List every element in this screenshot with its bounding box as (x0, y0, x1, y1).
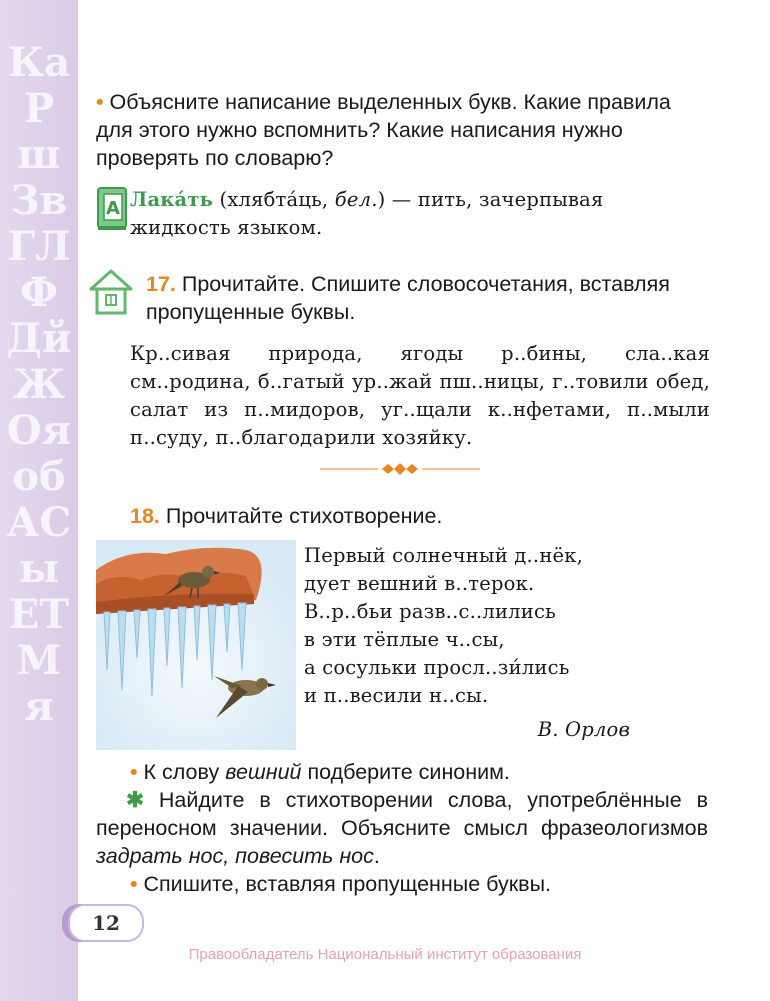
section-divider (320, 462, 480, 476)
poem-line: а сосульки просл..зи́лись (304, 656, 570, 679)
svg-text:A: A (106, 198, 120, 219)
question-2-end: . (373, 844, 380, 868)
question-3-text: Спишите, вставляя пропущенные буквы. (143, 872, 552, 896)
question-1-word: вешний (225, 760, 302, 784)
poem-line: Первый солнечный д..нёк, (304, 544, 584, 567)
poem-line: и п..весили н..сы. (304, 684, 489, 707)
question-2-text: Найдите в стихотворении слова, употреблённые в переносном значении. Объясните смысл фразеологизмов (96, 788, 708, 840)
bullet-icon: • (130, 760, 138, 784)
task-intro (96, 88, 711, 172)
exercise-18-heading (130, 502, 710, 530)
exercise-18-instruction: Прочитайте стихотворение. (159, 504, 443, 528)
decorative-sidebar (0, 0, 78, 1001)
dictionary-word: Лака́ть (130, 188, 214, 211)
poem-author: В. Орлов (537, 718, 630, 741)
question-2 (96, 786, 708, 870)
bullet-icon: • (96, 90, 104, 114)
dictionary-book-icon (96, 186, 128, 232)
exercise-18-number: 18. (130, 504, 160, 528)
question-3 (130, 870, 710, 898)
exercise-17-body: Кр..сивая природа, ягоды р..бины, сла..кая см..родина, б..гатый ур..жай пш..ницы, г..товили обед, салат из п..мидоров, уг..щали к..нфетами, п..мыли п..суду, п..благодарили хозяйку. (130, 342, 710, 449)
poem-line: дует вешний в..терок. (304, 572, 535, 595)
exercise-17-number: 17. (146, 272, 176, 296)
home-task-icon (88, 268, 134, 316)
asterisk-icon: ✱ (126, 788, 145, 812)
task-intro-text: Объясните написание выделенных букв. Какие правила для этого нужно вспомнить? Какие написания нужно проверять по словарю? (96, 90, 671, 170)
question-2-phrases: задрать нос, повесить нос (96, 844, 374, 868)
exercise-17-instruction: Прочитайте. Спишите словосочетания, вставляя пропущенные буквы. (146, 272, 670, 324)
poem-line: В..р..бьи разв..с..лились (304, 600, 556, 623)
poem (304, 542, 704, 710)
dictionary-entry (130, 186, 710, 242)
copyright-footer: Правообладатель Национальный институт образования (188, 946, 582, 963)
bullet-icon: • (130, 872, 138, 896)
page-number: 12 (68, 904, 144, 942)
birds-icicles-illustration (96, 540, 296, 750)
poem-line: в эти тёплые ч..сы, (304, 628, 505, 651)
dictionary-translation: (хлябта́ць, (213, 188, 335, 211)
question-1-text-end: подберите синоним. (301, 760, 510, 784)
dictionary-lang: бел. (334, 188, 378, 211)
dictionary-definition: — пить, зачерпывая жидкость языком. (130, 188, 604, 239)
dictionary-paren: ) (377, 188, 386, 211)
exercise-17-heading (146, 270, 711, 326)
sidebar-letters: КаРшЗвГЛФДйЖОяобАСыЕТМя (6, 39, 72, 730)
question-1 (130, 758, 710, 786)
question-1-text: К слову (143, 760, 226, 784)
